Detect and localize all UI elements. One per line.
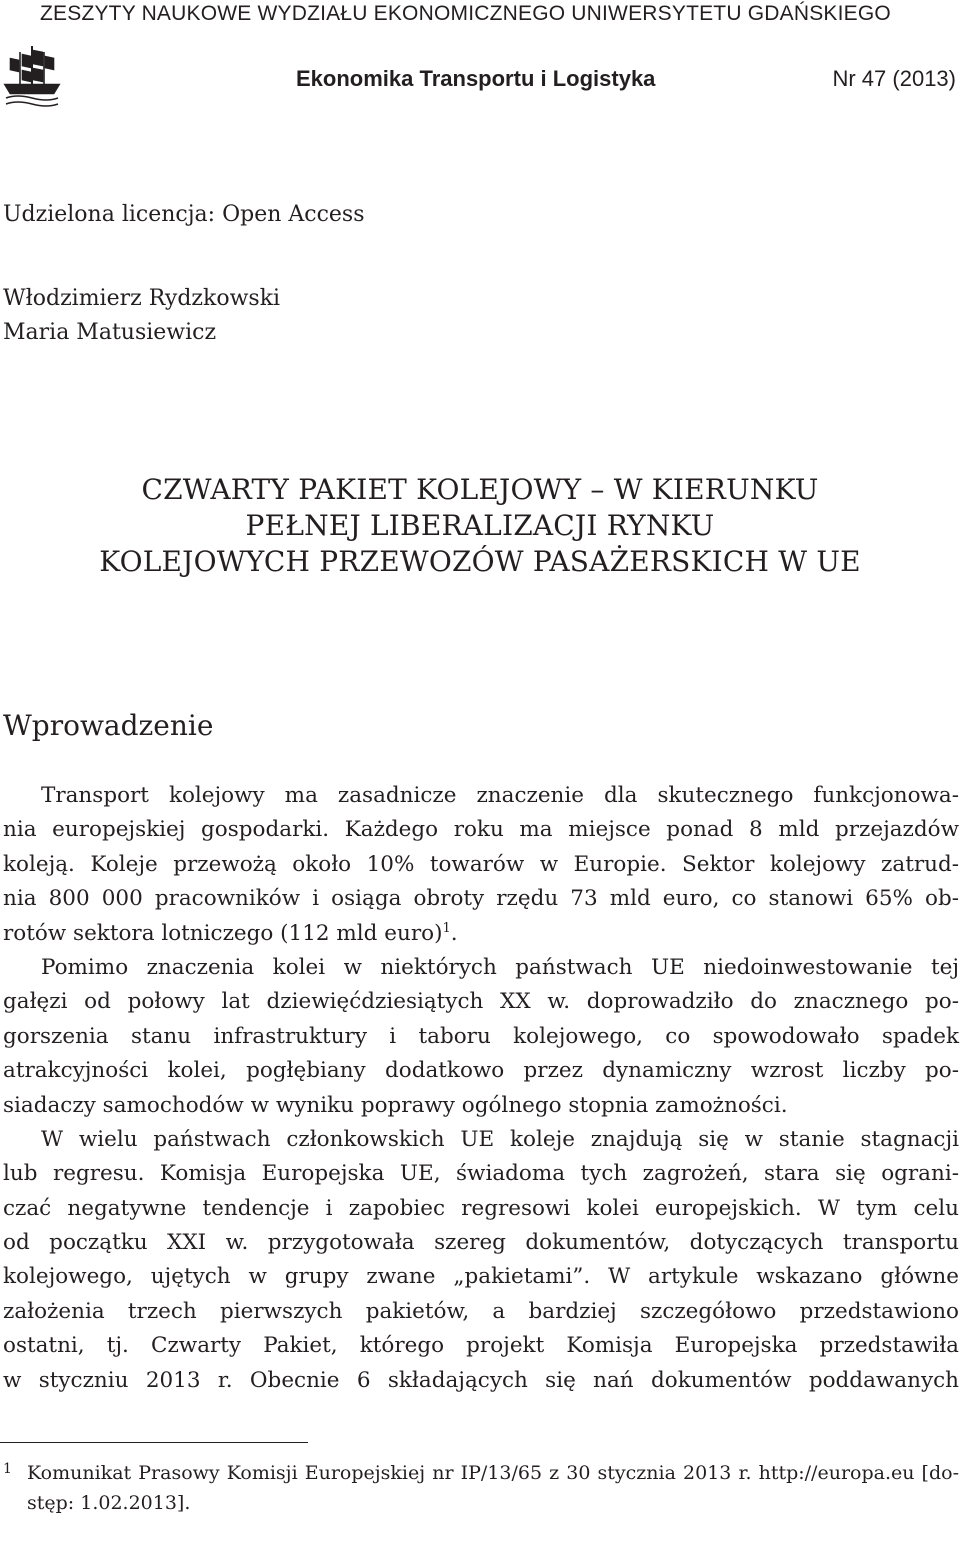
text-line: ostatni, tj. Czwarty Pakiet, którego projekt Komisja Europejska przedstawiła: [3, 1333, 959, 1359]
text-line: czać negatywne tendencje i zapobiec regresowi kolei europejskich. W tym celu: [3, 1195, 959, 1221]
title-line: PEŁNEJ LIBERALIZACJI RYNKU: [245, 509, 715, 542]
journal-name: Ekonomika Transportu i Logistyka: [296, 66, 656, 91]
title-line: KOLEJOWYCH PRZEWOZÓW PASAŻERSKICH W UE: [99, 545, 861, 578]
footnote-text: Komunikat Prasowy Komisji Europejskiej nr IP/13/65 z 30 stycznia 2013 r. http://europa.eu [do-: [27, 1462, 959, 1484]
title-line: CZWARTY PAKIET KOLEJOWY – W KIERUNKU: [141, 473, 819, 506]
text-line: atrakcyjności kolei, pogłębiany dodatkowo przez dynamiczny wzrost liczby po-: [3, 1058, 959, 1084]
section-heading: Wprowadzenie: [3, 709, 214, 742]
footnote-number: 1: [3, 1461, 12, 1477]
text-line: siadaczy samochodów w wyniku poprawy ogólnego stopnia zamożności.: [3, 1092, 788, 1118]
footnote-reference[interactable]: 1: [442, 920, 451, 936]
text-line: Transport kolejowy ma zasadnicze znaczenie dla skutecznego funkcjonowa-: [41, 783, 959, 808]
sentence-period: .: [450, 920, 458, 946]
text-line: założenia trzech pierwszych pakietów, a bardziej szczegółowo przedstawiono: [3, 1298, 959, 1324]
text-line: kolejowego, ujętych w grupy zwane „pakietami”. W artykule wskazano główne: [3, 1264, 959, 1290]
journal-issue: Nr 47 (2013): [832, 66, 956, 91]
author-name: Włodzimierz Rydzkowski: [3, 286, 281, 311]
text-line: koleją. Koleje przewożą około 10% towarów w Europie. Sektor kolejowy zatrud-: [3, 851, 959, 877]
author-name: Maria Matusiewicz: [3, 320, 217, 345]
footnote: [0, 1458, 959, 1518]
journal-series-header: ZESZYTY NAUKOWE WYDZIAŁU EKONOMICZNEGO UNIWERSYTETU GDAŃSKIEGO: [40, 2, 891, 25]
text-line: gorszenia stanu infrastruktury i taboru kolejowego, co spowodowało spadek: [3, 1023, 959, 1049]
text-line: nia europejskiej gospodarki. Każdego roku ma miejsce ponad 8 mld przejazdów: [3, 817, 959, 843]
text-line: lub regresu. Komisja Europejska UE, świadoma tych zagrożeń, stara się ograni-: [3, 1161, 959, 1187]
footnote-text: stęp: 1.02.2013].: [27, 1492, 191, 1514]
text-line: w styczniu 2013 r. Obecnie 6 składających się nań dokumentów poddawanych: [3, 1367, 959, 1393]
article-title: [0, 472, 960, 580]
text-line: gałęzi od połowy lat dziewięćdziesiątych XX w. doprowadziło do znacznego po-: [3, 989, 959, 1015]
text-line: od początku XXI w. przygotowała szereg dokumentów, dotyczących transportu: [3, 1230, 959, 1256]
text-line: Pomimo znaczenia kolei w niektórych państwach UE niedoinwestowanie tej: [41, 954, 959, 980]
text-line: nia 800 000 pracowników i osiąga obroty rzędu 73 mld euro, co stanowi 65% ob-: [3, 886, 959, 912]
text-line-with-footnote: [3, 917, 959, 951]
journal-row: [0, 66, 960, 96]
text-line: rotów sektora lotniczego (112 mld euro): [3, 920, 443, 946]
license-note: Udzielona licencja: Open Access: [3, 202, 365, 227]
body-text: [3, 779, 959, 1398]
text-line: W wielu państwach członkowskich UE koleje znajdują się w stanie stagnacji: [41, 1126, 959, 1152]
footnote-divider: [0, 1442, 308, 1443]
